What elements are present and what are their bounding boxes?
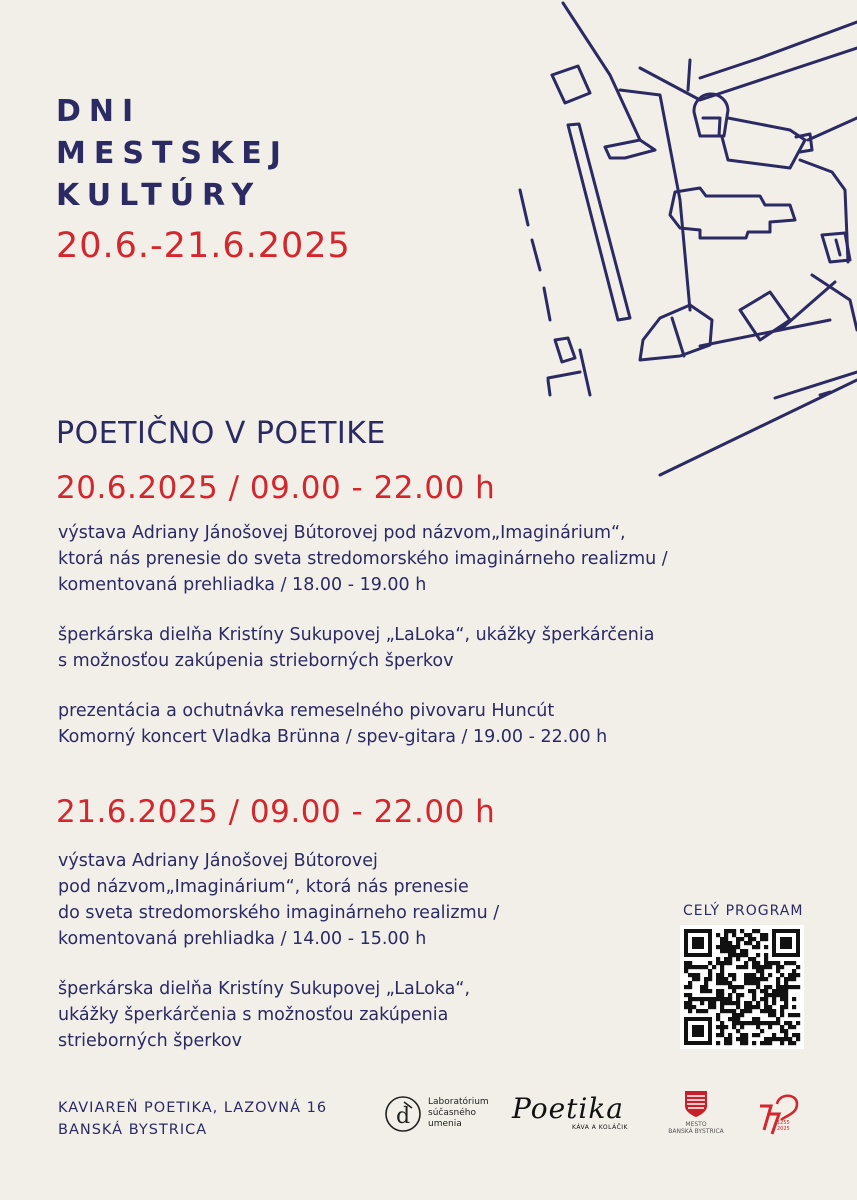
day2-line: výstava Adriany Jánošovej Bútorovej: [58, 851, 378, 871]
day2-line: pod názvom„Imaginárium“, ktorá nás prenesie: [58, 877, 469, 897]
day1-line: šperkárska dielňa Kristíny Sukupovej „LaLoka“, ukážky šperkárčenia: [58, 625, 655, 645]
lab-line-1: Laboratórium: [428, 1097, 489, 1107]
day2-line: komentovaná prehliadka / 14.00 - 15.00 h: [58, 929, 427, 949]
address-line-2: BANSKÁ BYSTRICA: [58, 1122, 208, 1138]
day2-line: ukážky šperkárčenia s možnosťou zakúpenia: [58, 1005, 449, 1025]
day1-program: [58, 520, 668, 750]
day2-program: [58, 848, 499, 1054]
day1-line: s možnosťou zakúpenia strieborných šperkov: [58, 651, 454, 671]
day1-line: Komorný koncert Vladka Brünna / spev-gitara / 19.00 - 22.00 h: [58, 727, 608, 747]
address-line-1: KAVIAREŇ POETIKA, LAZOVNÁ 16: [58, 1100, 328, 1116]
day1-line: komentovaná prehliadka / 18.00 - 19.00 h: [58, 575, 427, 595]
day1-line: výstava Adriany Jánošovej Bútorovej pod názvom„Imaginárium“,: [58, 523, 626, 543]
title-line-3: KULTÚRY: [56, 178, 262, 213]
lab-line-2: súčasného: [428, 1108, 476, 1118]
day1-date-time: 20.6.2025 / 09.00 - 22.00 h: [56, 470, 496, 506]
anniversary-year-2: 2025: [777, 1126, 790, 1132]
qr-code-graphic: [680, 925, 804, 1049]
city-map-illustration: [500, 0, 857, 490]
day2-line: šperkárska dielňa Kristíny Sukupovej „LaLoka“,: [58, 979, 471, 999]
svg-text:d: d: [396, 1104, 411, 1129]
day2-date-time: 21.6.2025 / 09.00 - 22.00 h: [56, 794, 496, 830]
day1-line: prezentácia a ochutnávka remeselného pivovaru Huncút: [58, 701, 555, 721]
mesto-line-1: MESTO: [685, 1121, 707, 1128]
event-title: POETIČNO V POETIKE: [56, 416, 386, 451]
poetika-subtitle: KÁVA A KOLÁČIK: [572, 1124, 628, 1131]
city-coat-of-arms-icon: [684, 1090, 708, 1118]
anniversary-year-1: 1255: [777, 1120, 790, 1126]
day2-line: do sveta stredomorského imaginárneho realizmu /: [58, 903, 500, 923]
mesto-logo: [664, 1090, 734, 1140]
laboratorium-icon: [384, 1095, 422, 1133]
qr-code[interactable]: [680, 925, 804, 1049]
anniversary-logo: [757, 1090, 801, 1136]
title-line-1: DNI: [56, 94, 142, 129]
poetika-logo: [510, 1092, 630, 1134]
date-range: 20.6.-21.6.2025: [56, 226, 351, 266]
poetika-name: Poetika: [512, 1092, 624, 1125]
day2-line: strieborných šperkov: [58, 1031, 242, 1051]
venue-address: [58, 1097, 327, 1141]
mesto-line-2: BANSKÁ BYSTRICA: [668, 1128, 724, 1135]
lab-line-3: umenia: [428, 1119, 462, 1129]
title-line-2: MESTSKEJ: [56, 136, 289, 171]
laboratorium-logo: [384, 1093, 494, 1135]
qr-label: CELÝ PROGRAM: [683, 903, 804, 919]
day1-line: ktorá nás prenesie do sveta stredomorského imaginárneho realizmu /: [58, 549, 668, 569]
